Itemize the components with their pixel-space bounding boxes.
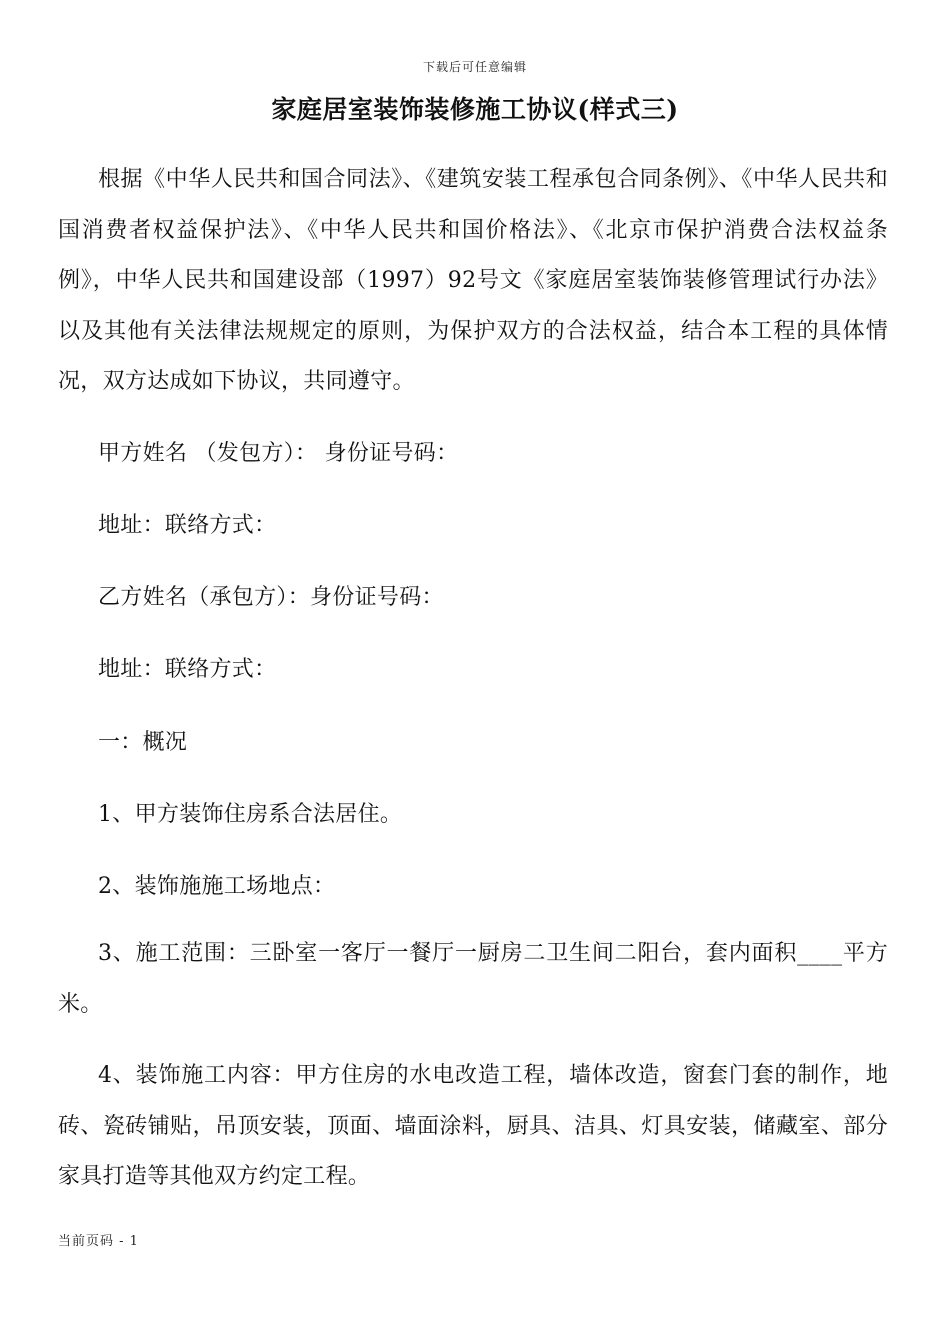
item-4: 4、装饰施工内容：甲方住房的水电改造工程，墙体改造，窗套门套的制作，地砖、瓷砖铺贴，吊顶安装，顶面、墙面涂料，厨具、洁具、灯具安装，储藏室、部分家具打造等其他双方约定工程。: [58, 1063, 888, 1189]
party-b-address-line: 地址：联络方式：: [98, 657, 277, 682]
document-title: 家庭居室装饰装修施工协议(样式三): [271, 95, 679, 124]
item-1: 1、甲方装饰住房系合法居住。: [98, 802, 403, 827]
party-a-name-line: 甲方姓名 （发包方）： 身份证号码：: [98, 441, 459, 466]
section-1-heading: 一：概况: [98, 730, 188, 755]
item-3: 3、施工范围：三卧室一客厅一餐厅一厨房二卫生间二阳台，套内面积____平方米。: [58, 941, 888, 1017]
intro-paragraph: 根据《中华人民共和国合同法》、《建筑安装工程承包合同条例》、《中华人民共和国消费者权益保护法》、《中华人民共和国价格法》、《北京市保护消费合法权益条例》，中华人民共和国建设部（1997）92号文《家庭居室装饰装修管理试行办法》以及其他有关法律法规规定的原则，为保护双方的合法权益，结合本工程的具体情况，双方达成如下协议，共同遵守。: [58, 167, 888, 394]
party-a-address-line: 地址：联络方式：: [98, 513, 277, 538]
item-2: 2、装饰施施工场地点：: [98, 874, 336, 899]
party-b-name-line: 乙方姓名（承包方）：身份证号码：: [98, 585, 444, 610]
page-number-footer: 当前页码 - 1: [58, 1234, 139, 1249]
header-note: 下载后可任意编辑: [422, 60, 527, 74]
